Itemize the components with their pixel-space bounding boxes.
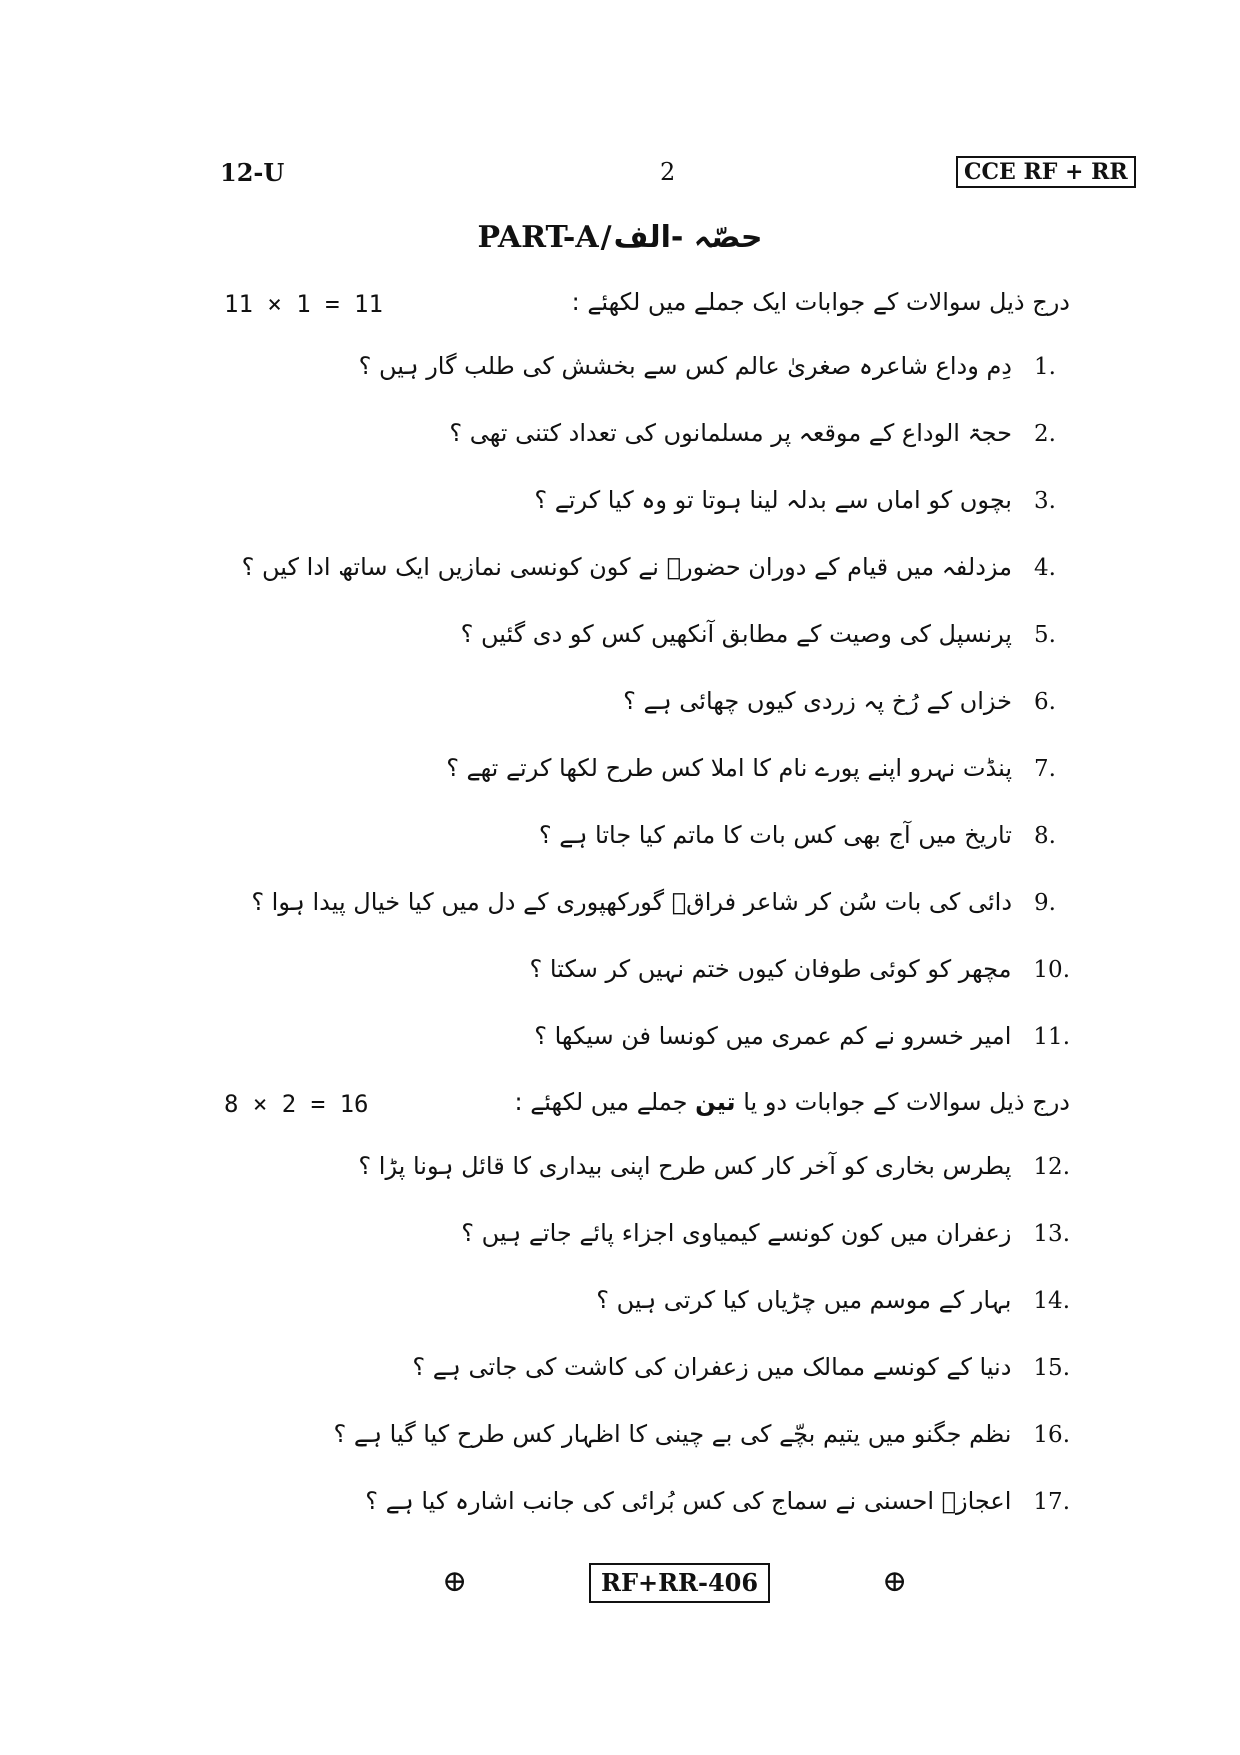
question-number: 6.	[1034, 689, 1056, 715]
question-row	[242, 553, 1070, 581]
question-text: اعجازؔ احسنی نے سماج کی کس بُرائی کی جانب اشارہ کیا ہے ؟	[365, 1487, 1012, 1515]
question-number: 14.	[1033, 1288, 1070, 1314]
part-heading	[0, 220, 1240, 255]
question-text: خزاں کے رُخ پہ زردی کیوں چھائی ہے ؟	[623, 687, 1012, 715]
section-2-instruction-emphasis: تین	[695, 1088, 736, 1116]
question-row	[358, 1152, 1070, 1180]
question-text: بچوں کو اماں سے بدلہ لینا ہوتا تو وہ کیا کرتے ؟	[534, 486, 1012, 514]
part-label-separator: /	[600, 220, 612, 255]
section-2-instruction-start: درج ذیل سوالات کے جوابات دو یا	[743, 1088, 1070, 1116]
part-label-urdu: حصّہ -الف	[613, 220, 763, 255]
registration-mark-left-icon: ⊕	[442, 1564, 468, 1599]
question-row	[623, 687, 1070, 715]
question-number: 13.	[1033, 1221, 1070, 1247]
section-2-instruction	[515, 1088, 1070, 1116]
question-number: 4.	[1034, 555, 1056, 581]
question-number: 8.	[1034, 823, 1056, 849]
question-number: 5.	[1034, 622, 1056, 648]
question-row	[534, 486, 1070, 514]
section-1-instruction: درج ذیل سوالات کے جوابات ایک جملے میں لکھئے :	[571, 288, 1070, 316]
question-text: نظم جگنو میں یتیم بچّے کی بے چینی کا اظہار کس طرح کیا گیا ہے ؟	[333, 1420, 1012, 1448]
registration-mark-right-icon: ⊕	[882, 1564, 908, 1599]
question-row	[251, 888, 1070, 916]
section-2-instruction-end: جملے میں لکھئے :	[514, 1088, 688, 1116]
question-text: امیر خسرو نے کم عمری میں کونسا فن سیکھا ؟	[534, 1022, 1012, 1050]
question-row	[334, 1420, 1070, 1448]
question-number: 1.	[1034, 354, 1056, 380]
question-text: مزدلفہ میں قیام کے دوران حضورؐ نے کون کونسی نمازیں ایک ساتھ ادا کیں ؟	[241, 553, 1012, 581]
section-2-marks: 8 × 2 = 16	[224, 1090, 369, 1118]
question-text: پطرس بخاری کو آخر کار کس طرح اپنی بیداری کا قائل ہونا پڑا ؟	[358, 1152, 1012, 1180]
question-number: 10.	[1033, 957, 1070, 983]
question-row	[449, 419, 1070, 447]
page-number: 2	[660, 158, 676, 186]
question-row	[365, 1487, 1070, 1515]
question-row	[359, 352, 1070, 380]
question-text: زعفران میں کون کونسے کیمیاوی اجزاء پائے جاتے ہیں ؟	[461, 1219, 1012, 1247]
question-text: دائی کی بات سُن کر شاعر فراقؔ گورکھپوری کے دل میں کیا خیال پیدا ہوا ؟	[251, 888, 1012, 916]
question-text: پنڈت نہرو اپنے پورے نام کا املا کس طرح لکھا کرتے تھے ؟	[446, 754, 1012, 782]
question-row	[539, 821, 1070, 849]
section-1-marks: 11 × 1 = 11	[224, 290, 383, 318]
question-number: 17.	[1033, 1489, 1070, 1515]
exam-code-box: CCE RF + RR	[956, 156, 1136, 188]
question-row	[412, 1353, 1070, 1381]
question-number: 9.	[1034, 890, 1056, 916]
question-row	[446, 754, 1070, 782]
question-number: 11.	[1033, 1024, 1070, 1050]
question-text: دنیا کے کونسے ممالک میں زعفران کی کاشت کی جاتی ہے ؟	[412, 1353, 1012, 1381]
part-label-english: PART-A	[477, 220, 599, 255]
question-row	[596, 1286, 1070, 1314]
question-number: 16.	[1033, 1422, 1070, 1448]
question-row	[530, 955, 1070, 983]
question-number: 3.	[1034, 488, 1056, 514]
footer-paper-code: RF+RR-406	[589, 1563, 770, 1603]
question-text: بہار کے موسم میں چڑیاں کیا کرتی ہیں ؟	[596, 1286, 1012, 1314]
question-row	[534, 1022, 1070, 1050]
paper-code: 12-U	[220, 158, 285, 187]
question-row	[461, 620, 1070, 648]
question-row	[461, 1219, 1070, 1247]
question-text: مچھر کو کوئی طوفان کیوں ختم نہیں کر سکتا ؟	[529, 955, 1012, 983]
question-number: 2.	[1034, 421, 1056, 447]
question-number: 12.	[1033, 1154, 1070, 1180]
question-text: تاریخ میں آج بھی کس بات کا ماتم کیا جاتا ہے ؟	[538, 821, 1012, 849]
question-number: 15.	[1033, 1355, 1070, 1381]
question-text: پرنسپل کی وصیت کے مطابق آنکھیں کس کو دی گئیں ؟	[460, 620, 1012, 648]
question-text: دِم وداع شاعرہ صغریٰ عالم کس سے بخشش کی طلب گار ہیں ؟	[358, 352, 1012, 380]
question-number: 7.	[1034, 756, 1056, 782]
question-text: حجۃ الوداع کے موقعہ پر مسلمانوں کی تعداد کتنی تھی ؟	[449, 419, 1012, 447]
